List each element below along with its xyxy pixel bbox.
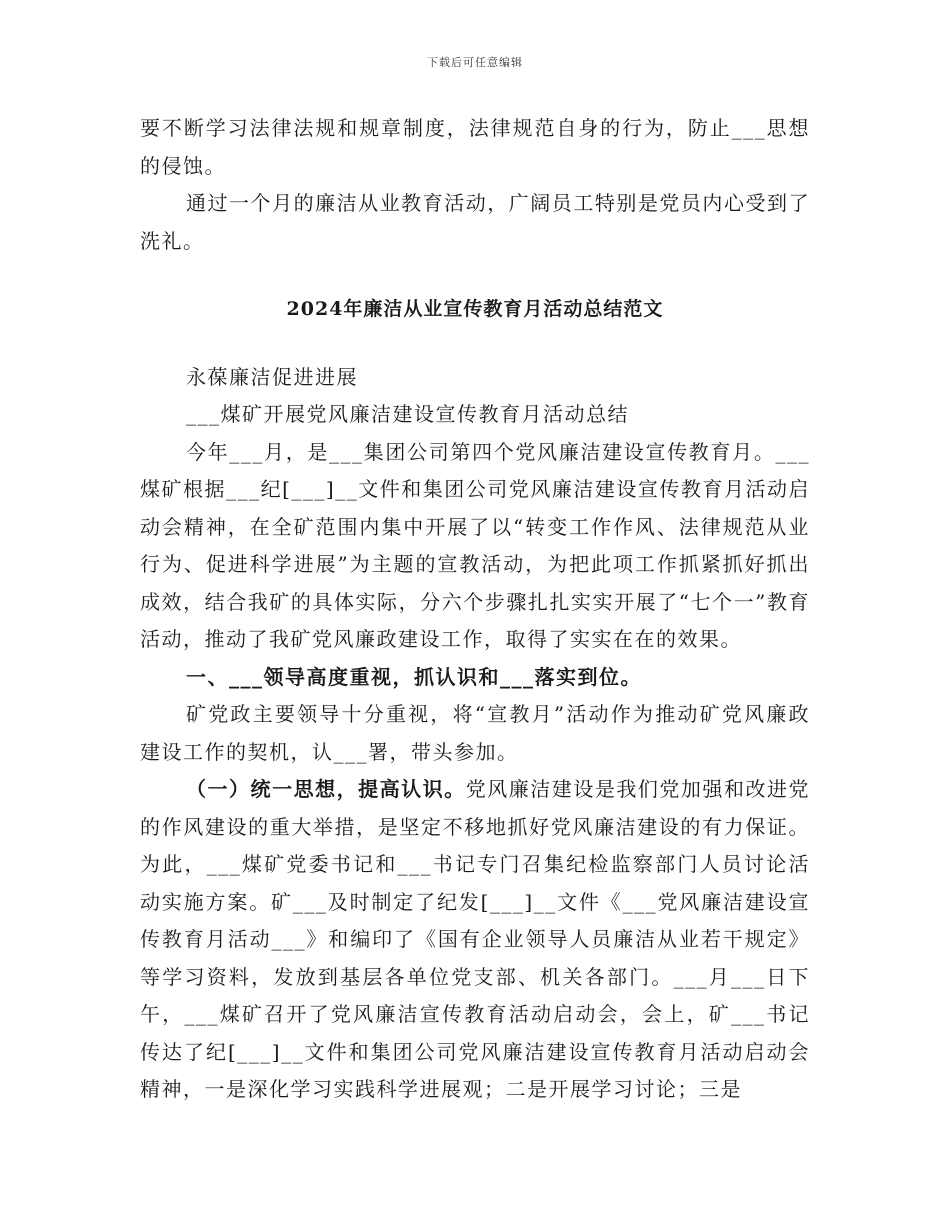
- subtitle-slogan: 永葆廉洁促进进展: [186, 364, 358, 389]
- subsection-1-lead: （一）统一思想，提高认识。: [186, 777, 466, 801]
- main-paragraph: 今年___月，是___集团公司第四个党风廉洁建设宣传教育月。___煤矿根据___纪[___]__文件和集团公司党风廉洁建设宣传教育月活动启动会精神，在全矿范围内集中开展了以“转变工作作风、法律规范从业行为、促进科学进展”为主题的宣教活动，为把此项工作抓紧抓好抓出成效，结合我矿的具体实际，分六个步骤扎扎实实开展了“七个一”教育活动，推动了我矿党风廉政建设工作，取得了实实在在的效果。: [140, 439, 810, 651]
- page-header-note: 下载后可任意编辑: [427, 56, 523, 69]
- subsection-1-body: 党风廉洁建设是我们党加强和改进党的作风建设的重大举措，是坚定不移地抓好党风廉洁建设的有力保证。为此，___煤矿党委书记和___书记专门召集纪检监察部门人员讨论活动实施方案。矿___及时制定了纪发[___]__文件《___党风廉洁建设宣传教育月活动___》和编印了《国有企业领导人员廉洁从业若干规定》等学习资料，发放到基层各单位党支部、机关各部门。___月___日下午，___煤矿召开了党风廉洁宣传教育活动启动会，会上，矿___书记传达了纪[___]__文件和集团公司党风廉洁建设宣传教育月活动启动会精神，一是深化学习实践科学进展观；二是开展学习讨论；三是: [140, 777, 811, 1101]
- document-title: 2024年廉洁从业宣传教育月活动总结范文: [286, 298, 664, 320]
- subtitle-report-name: ___煤矿开展党风廉洁建设宣传教育月活动总结: [186, 402, 629, 426]
- intro-paragraph-continued: 要不断学习法律法规和规章制度，法律规范自身的行为，防止___思想的侵蚀。: [140, 116, 810, 178]
- intro-paragraph-conclusion: 通过一个月的廉洁从业教育活动，广阔员工特别是党员内心受到了洗礼。: [140, 191, 810, 253]
- subsection-1-paragraph: [140, 771, 810, 1109]
- section-1-heading: 一、___领导高度重视，抓认识和___落实到位。: [186, 664, 642, 689]
- section-1-paragraph: 矿党政主要领导十分重视，将“宣教月”活动作为推动矿党风廉政建设工作的契机，认___署，带头参加。: [140, 702, 810, 764]
- document-body: [140, 110, 810, 1109]
